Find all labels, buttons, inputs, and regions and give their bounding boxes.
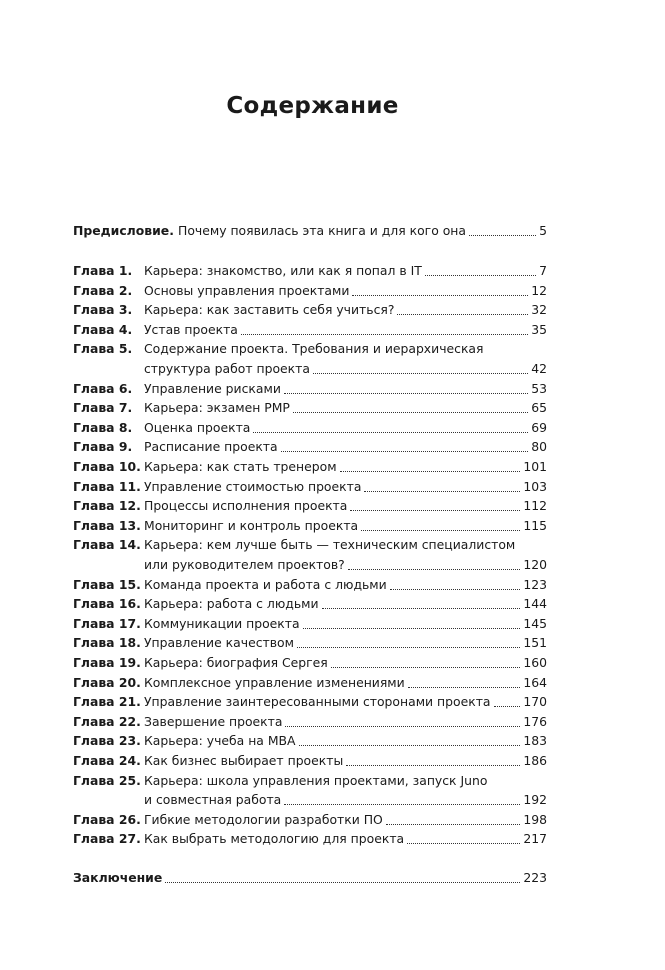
leader-dots xyxy=(390,575,521,590)
chapter-label: Глава 3. xyxy=(73,302,133,318)
toc-chapter-row[interactable] xyxy=(73,731,547,750)
chapter-title: Как бизнес выбирает проекты xyxy=(144,753,344,768)
chapter-page: 120 xyxy=(523,557,547,572)
chapter-title: Карьера: биография Сергея xyxy=(144,655,328,670)
chapter-label: Глава 26. xyxy=(73,811,141,827)
leader-dots xyxy=(313,359,528,374)
chapter-label: Глава 14. xyxy=(73,537,141,553)
leader-dots xyxy=(346,751,520,766)
chapter-label: Глава 16. xyxy=(73,596,141,612)
chapter-title: Управление стоимостью проекта xyxy=(144,478,362,494)
toc-chapter-row[interactable] xyxy=(73,712,547,731)
chapter-title: Карьера: знакомство, или как я попал в IT xyxy=(144,263,422,278)
chapter-title: Комплексное управление изменениями xyxy=(144,674,405,690)
chapter-page: 123 xyxy=(523,576,547,592)
chapter-page: 7 xyxy=(539,263,547,278)
leader-dots xyxy=(340,457,521,472)
chapter-label: Глава 24. xyxy=(73,753,141,768)
leader-dots xyxy=(241,320,528,335)
chapter-label: Глава 20. xyxy=(73,674,141,690)
chapter-title: Карьера: как стать тренером xyxy=(144,459,337,474)
toc-chapter-row[interactable] xyxy=(73,535,547,554)
preface-page: 5 xyxy=(539,223,547,238)
leader-dots xyxy=(299,731,521,746)
leader-dots xyxy=(285,712,520,727)
chapter-title: Карьера: экзамен PMP xyxy=(144,400,290,416)
chapter-title: Карьера: как заставить себя учиться? xyxy=(144,302,395,318)
toc-chapter-row[interactable] xyxy=(73,281,547,300)
chapter-label: Глава 8. xyxy=(73,419,133,435)
leader-dots xyxy=(364,477,520,492)
chapter-label: Глава 7. xyxy=(73,400,133,416)
toc-chapter-row[interactable] xyxy=(73,614,547,633)
chapter-page: 103 xyxy=(523,478,547,494)
leader-dots xyxy=(297,633,520,648)
conclusion-label: Заключение xyxy=(73,870,163,885)
conclusion-page: 223 xyxy=(523,870,547,885)
toc-chapter-row[interactable] xyxy=(73,692,547,711)
chapter-title-continued: и совместная работа xyxy=(144,792,282,808)
chapter-page: 183 xyxy=(523,733,547,749)
chapter-title: Гибкие методологии разработки ПО xyxy=(144,811,383,827)
toc-chapter-row[interactable] xyxy=(73,829,547,848)
leader-dots xyxy=(425,261,536,276)
chapter-title: Карьера: учеба на MBA xyxy=(144,733,296,749)
chapter-title: Завершение проекта xyxy=(144,713,283,729)
chapter-page: 80 xyxy=(531,439,547,455)
leader-dots xyxy=(303,614,521,629)
toc-chapter-row[interactable] xyxy=(73,751,547,770)
chapter-title: Процессы исполнения проекта xyxy=(144,498,348,514)
chapter-title: Коммуникации проекта xyxy=(144,615,300,631)
leader-dots xyxy=(293,398,528,413)
leader-dots xyxy=(352,281,528,296)
chapter-title: Карьера: работа с людьми xyxy=(144,596,319,612)
chapter-page: 115 xyxy=(523,517,547,533)
toc-chapter-row[interactable] xyxy=(73,594,547,613)
leader-dots xyxy=(253,418,528,433)
chapter-title: Управление заинтересованными сторонами проекта xyxy=(144,694,491,710)
chapter-label: Глава 4. xyxy=(73,321,133,337)
leader-dots xyxy=(408,673,521,688)
chapter-label: Глава 6. xyxy=(73,380,133,396)
chapter-title: Карьера: школа управления проектами, запуск Juno xyxy=(144,772,488,788)
chapter-title: Как выбрать методологию для проекта xyxy=(144,831,405,847)
chapter-title-continued: или руководителем проектов? xyxy=(144,557,345,572)
chapter-label: Глава 19. xyxy=(73,655,141,670)
chapter-page: 151 xyxy=(523,635,547,651)
leader-dots xyxy=(284,790,520,805)
toc-chapter-row[interactable] xyxy=(73,771,547,790)
chapter-page: 32 xyxy=(531,302,547,318)
toc-chapter-row[interactable] xyxy=(73,810,547,829)
chapter-title: Устав проекта xyxy=(144,321,238,337)
page-title: Содержание xyxy=(226,93,399,119)
chapter-label: Глава 27. xyxy=(73,831,141,847)
toc-chapter-row[interactable] xyxy=(73,496,547,515)
chapter-page: 170 xyxy=(523,694,547,710)
leader-dots xyxy=(165,868,520,883)
chapter-title: Управление рисками xyxy=(144,380,281,396)
leader-dots xyxy=(350,496,520,511)
toc-chapter-row[interactable] xyxy=(73,633,547,652)
leader-dots xyxy=(361,516,520,531)
leader-dots xyxy=(494,692,521,707)
chapter-title: Содержание проекта. Требования и иерархическая xyxy=(144,341,484,357)
toc-chapter-row[interactable] xyxy=(73,300,547,319)
chapter-page: 144 xyxy=(523,596,547,612)
leader-dots xyxy=(397,300,528,315)
chapter-page: 164 xyxy=(523,674,547,690)
leader-dots xyxy=(348,555,521,570)
toc-chapter-row[interactable] xyxy=(73,261,547,280)
chapter-label: Глава 22. xyxy=(73,713,141,729)
chapter-page: 112 xyxy=(523,498,547,514)
chapter-page: 69 xyxy=(531,419,547,435)
leader-dots xyxy=(386,810,521,825)
toc-chapter-row[interactable] xyxy=(73,653,547,672)
chapter-title: Расписание проекта xyxy=(144,439,278,455)
toc-chapter-row[interactable] xyxy=(73,339,547,358)
chapter-label: Глава 13. xyxy=(73,517,141,533)
toc-chapter-row-continued[interactable] xyxy=(73,359,547,378)
chapter-label: Глава 18. xyxy=(73,635,141,651)
chapter-page: 101 xyxy=(523,459,547,474)
chapter-page: 217 xyxy=(523,831,547,847)
preface-label: Предисловие. xyxy=(73,223,174,238)
toc-conclusion[interactable] xyxy=(73,868,547,887)
chapter-page: 186 xyxy=(523,753,547,768)
toc-chapter-row-continued[interactable] xyxy=(73,555,547,574)
toc-chapter-row[interactable] xyxy=(73,575,547,594)
leader-dots xyxy=(284,379,528,394)
toc-chapter-row[interactable] xyxy=(73,437,547,456)
chapter-label: Глава 1. xyxy=(73,263,133,278)
chapter-label: Глава 15. xyxy=(73,576,141,592)
chapter-page: 198 xyxy=(523,811,547,827)
chapter-title: Команда проекта и работа с людьми xyxy=(144,576,387,592)
chapter-page: 192 xyxy=(523,792,547,808)
toc-chapter-row[interactable] xyxy=(73,379,547,398)
toc-chapter-row-continued[interactable] xyxy=(73,790,547,809)
chapter-title-continued: структура работ проекта xyxy=(144,361,310,376)
toc-preface[interactable] xyxy=(73,221,547,240)
chapter-title: Управление качеством xyxy=(144,635,294,651)
chapter-label: Глава 11. xyxy=(73,478,141,494)
chapter-label: Глава 21. xyxy=(73,694,141,710)
chapter-page: 65 xyxy=(531,400,547,416)
chapter-title: Мониторинг и контроль проекта xyxy=(144,517,359,533)
toc-chapter-row[interactable] xyxy=(73,457,547,476)
preface-title: Почему появилась эта книга и для кого она xyxy=(178,223,466,238)
chapter-page: 160 xyxy=(523,655,547,670)
chapter-page: 145 xyxy=(523,615,547,631)
chapter-title: Карьера: кем лучше быть — техническим специалистом xyxy=(144,537,516,553)
leader-dots xyxy=(331,653,521,668)
chapter-label: Глава 12. xyxy=(73,498,141,514)
chapter-label: Глава 23. xyxy=(73,733,141,749)
chapter-label: Глава 10. xyxy=(73,459,141,474)
chapter-page: 42 xyxy=(531,361,547,376)
leader-dots xyxy=(469,221,536,236)
toc-chapter-row[interactable] xyxy=(73,477,547,496)
leader-dots xyxy=(407,829,520,844)
chapter-page: 53 xyxy=(531,380,547,396)
chapter-label: Глава 9. xyxy=(73,439,133,455)
chapter-page: 176 xyxy=(523,713,547,729)
chapter-label: Глава 25. xyxy=(73,772,141,788)
leader-dots xyxy=(281,437,529,452)
chapter-label: Глава 2. xyxy=(73,282,133,298)
toc-chapter-row[interactable] xyxy=(73,398,547,417)
chapter-page: 35 xyxy=(531,321,547,337)
toc-chapter-row[interactable] xyxy=(73,516,547,535)
toc-chapter-row[interactable] xyxy=(73,673,547,692)
chapter-page: 12 xyxy=(531,282,547,298)
chapter-label: Глава 5. xyxy=(73,341,133,357)
chapter-title: Оценка проекта xyxy=(144,419,251,435)
chapter-title: Основы управления проектами xyxy=(144,282,350,298)
leader-dots xyxy=(322,594,521,609)
toc-chapter-row[interactable] xyxy=(73,418,547,437)
chapter-label: Глава 17. xyxy=(73,615,141,631)
toc-chapter-row[interactable] xyxy=(73,320,547,339)
